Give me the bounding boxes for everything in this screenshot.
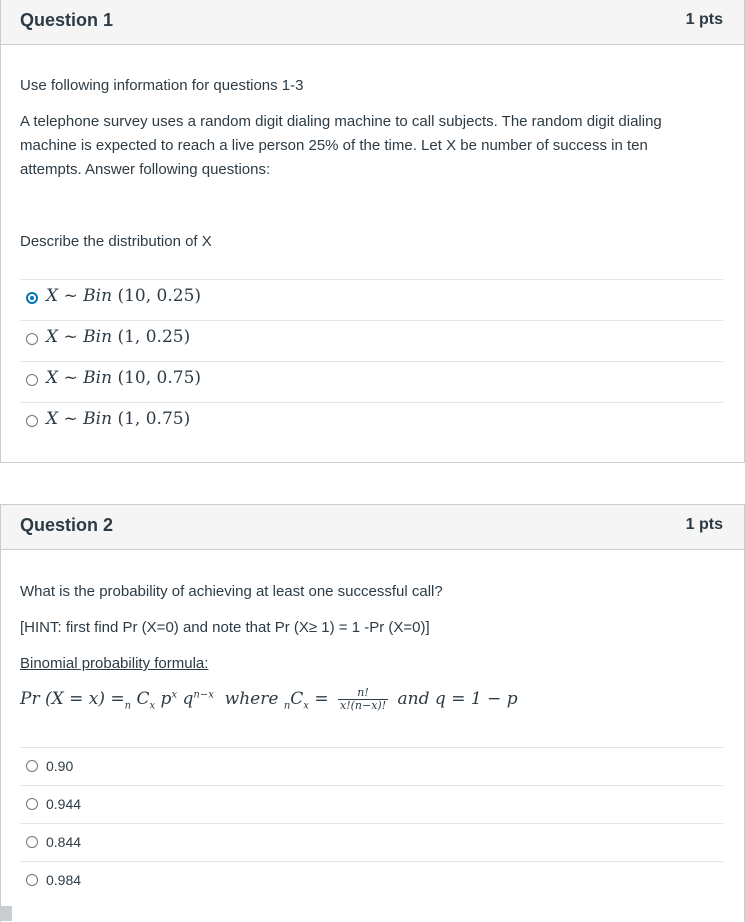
question-1-title: Question 1 xyxy=(20,10,114,30)
answer-option-2[interactable] xyxy=(20,785,723,825)
question-2-text: What is the probability of achieving at least one successful call? xyxy=(20,583,443,600)
option-label: 0.944 xyxy=(46,796,82,812)
radio-selected-icon[interactable] xyxy=(26,292,38,304)
option-params: (10, 0.25) xyxy=(117,286,202,306)
option-var: X xyxy=(46,368,59,388)
answer-option-1[interactable] xyxy=(20,747,723,787)
option-sym: ~ xyxy=(63,327,78,347)
option-label: 0.844 xyxy=(46,834,82,850)
formula-fraction xyxy=(338,687,388,712)
question-2-header xyxy=(1,505,744,550)
option-var: X xyxy=(46,409,59,429)
formula-c2-sub: x xyxy=(303,700,309,712)
option-dist: Bin xyxy=(83,409,113,429)
formula-c2: C xyxy=(290,689,304,709)
answer-option-1[interactable] xyxy=(20,279,723,319)
option-var: X xyxy=(46,286,59,306)
option-math xyxy=(46,368,201,388)
option-var: X xyxy=(46,327,59,347)
fraction-denominator: x!(n−x)! xyxy=(339,699,387,712)
option-dist: Bin xyxy=(83,286,113,306)
question-1-header xyxy=(1,0,744,45)
formula-p: p xyxy=(160,689,172,709)
option-params: (1, 0.75) xyxy=(117,409,191,429)
formula-n2: n xyxy=(283,700,291,712)
formula-q: q xyxy=(182,689,194,709)
radio-icon[interactable] xyxy=(26,415,38,427)
formula-n: n xyxy=(124,700,132,712)
option-sym: ~ xyxy=(63,286,78,306)
option-dist: Bin xyxy=(83,327,113,347)
option-sym: ~ xyxy=(63,409,78,429)
radio-icon[interactable] xyxy=(26,333,38,345)
answer-option-3[interactable] xyxy=(20,361,723,401)
question-1-prompt: Describe the distribution of X xyxy=(20,233,212,250)
formula-label: Binomial probability formula: xyxy=(20,655,209,672)
radio-icon[interactable] xyxy=(26,798,38,810)
option-params: (10, 0.75) xyxy=(117,368,202,388)
option-sym: ~ xyxy=(63,368,78,388)
formula-where: where xyxy=(224,689,279,709)
option-math xyxy=(46,286,201,306)
formula-and: and xyxy=(397,689,430,709)
formula-q-eq: q = 1 − p xyxy=(434,689,518,709)
answer-option-2[interactable] xyxy=(20,320,723,360)
radio-icon[interactable] xyxy=(26,374,38,386)
option-math xyxy=(46,409,190,429)
question-2-points: 1 pts xyxy=(685,516,723,533)
answer-option-3[interactable] xyxy=(20,823,723,863)
question-2-title: Question 2 xyxy=(20,515,114,535)
formula-c: C xyxy=(136,689,150,709)
fraction-numerator: n! xyxy=(338,687,388,700)
option-math xyxy=(46,327,190,347)
option-label: 0.984 xyxy=(46,872,82,888)
question-1-intro: Use following information for questions 1-3 xyxy=(20,77,304,94)
question-1-points: 1 pts xyxy=(685,11,723,28)
formula-c-sub: x xyxy=(149,700,156,712)
formula-q-exp: n−x xyxy=(193,689,214,701)
question-2-hint: [HINT: first find Pr (X=0) and note that Pr (X≥ 1) = 1 -Pr (X=0)] xyxy=(20,619,430,636)
answer-option-4[interactable] xyxy=(20,402,723,442)
question-1-body: A telephone survey uses a random digit dialing machine to call subjects. The random digit dialing machine is expected to reach a live person 25% of the time. Let X be number of success in ten attempts. Answer following questions: xyxy=(20,113,662,178)
binomial-formula: Pr $(X = x) =_n$ $C_x$ $p^x$ $q^{n-x}$ where $_nC_x$ = $\frac{n!}{x!(n-x)!}$ and q = 1 − p xyxy=(20,686,518,712)
question-2-card xyxy=(0,504,745,922)
option-dist: Bin xyxy=(83,368,113,388)
answer-option-4[interactable] xyxy=(20,861,723,901)
radio-icon[interactable] xyxy=(26,874,38,886)
option-params: (1, 0.25) xyxy=(117,327,191,347)
radio-icon[interactable] xyxy=(26,836,38,848)
corner-tab xyxy=(0,906,12,921)
radio-icon[interactable] xyxy=(26,760,38,772)
formula-lhs: Pr (X = x) = xyxy=(20,689,125,709)
formula-p-exp: x xyxy=(171,689,178,701)
option-label: 0.90 xyxy=(46,758,74,774)
